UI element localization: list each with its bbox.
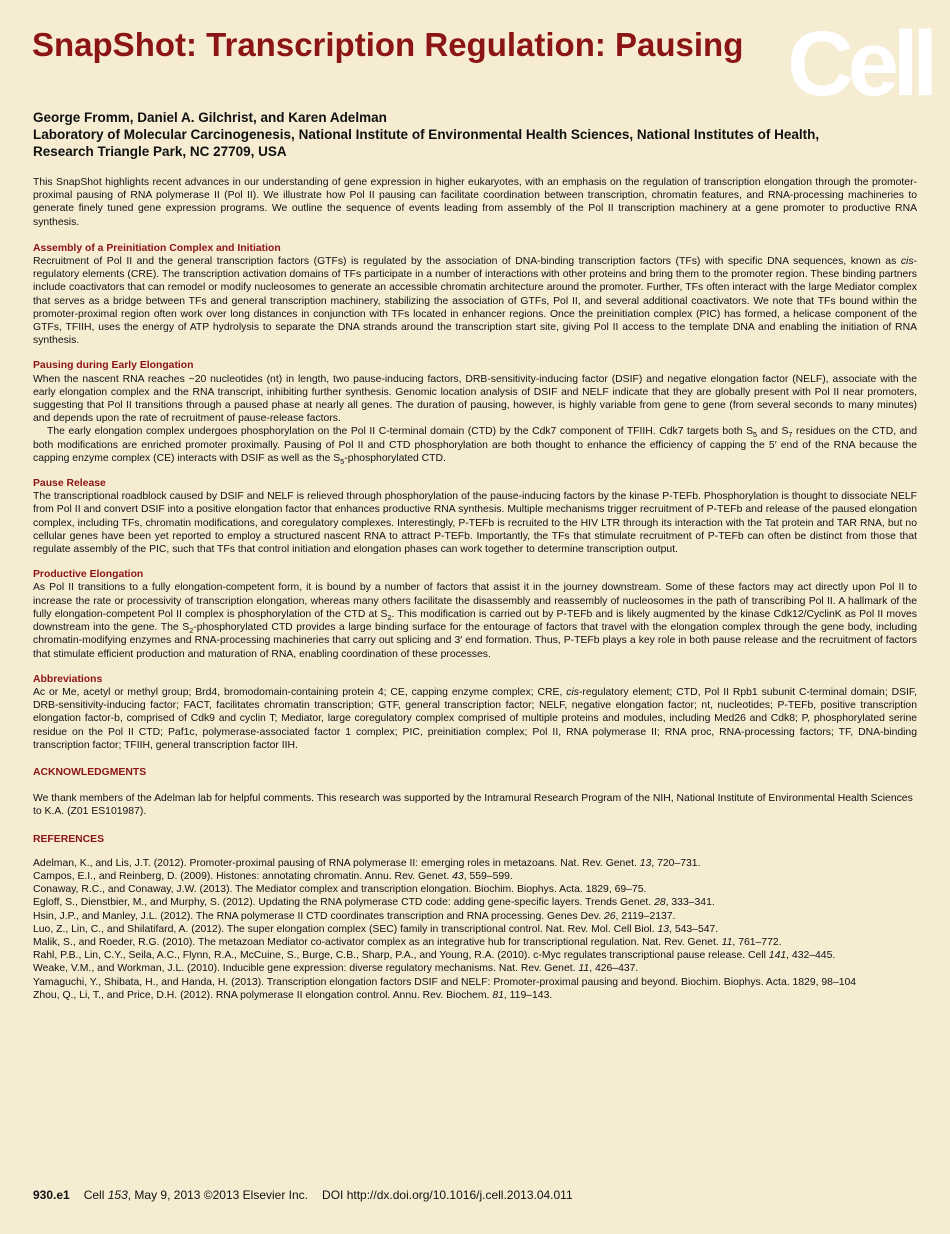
- journal-name: Cell: [83, 1188, 108, 1202]
- subscript: 5: [340, 456, 345, 466]
- reference-pages: , 119–143.: [503, 989, 553, 1001]
- reference-volume: 81: [492, 989, 504, 1001]
- release-paragraph: The transcriptional roadblock caused by DSIF and NELF is relieved through phosphorylation of the pause-inducing factors by the kinase P-TEFb. Phosphorylation is thought to dissociate NELF from Pol II and convert DSIF into a positive elongation factor that enhances productive RNA synthesis. Multiple mechanisms trigger recruitment of P-TEFb and release of the paused elongation complex, including TFs, chromatin modifications, and coregulatory complexes. Interestingly, P-TEFb is recruited to the HIV LTR through its interaction with the Tat protein and TAR RNA, but no cellular genes have been yet reported to employ a structured nascent RNA to attract P-TEFb. Importantly, the TFs that stimulate recruitment of P-TEFb can often be distinct from those that regulate assembly of the PIC, such that TFs that control initiation and elongation phases can work together to determine transcription output.: [33, 491, 917, 556]
- subscript: 2: [387, 612, 392, 622]
- text-run: The early elongation complex undergoes phosphorylation on the Pol II C-terminal domain (CTD) by the Cdk7 component of TFIIH. Cdk7 targets both S: [47, 426, 754, 438]
- reference-text: Conaway, R.C., and Conaway, J.W. (2013). The Mediator complex and transcription elongation. Biochim. Biophys. Acta. 1829, 69–75.: [33, 884, 647, 896]
- page-title: SnapShot: Transcription Regulation: Pausing: [32, 26, 744, 63]
- section-heading-pausing: Pausing during Early Elongation: [33, 360, 194, 372]
- text-run: -regulatory elements (CRE). The transcription activation domains of TFs participate in a number of interactions with other proteins and bring them to the promoter region. These binding partners include coactivators that can remodel or modify nucleosomes to generate an accessible chromatin architecture around the promoter. Further, TFs often interact with the large Mediator complex that serves as a bridge between TFs and general transcription machinery, stabilizing the association of GTFs, Pol II, and several additional coactivators. We note that TFs bound within the promoter-proximal region often work over long distances in conjunction with TFs located in enhancer regions. Once the preinitiation complex (PIC) has formed, a helicase component of the GTFs, TFIIH, uses the energy of ATP hydrolysis to separate the DNA strands around the transcription start site, giving Pol II access to the template DNA and enabling the initiation of RNA synthesis.: [33, 256, 917, 347]
- reference-pages: , 333–341.: [665, 897, 715, 909]
- cell-logo: Cell: [787, 13, 932, 115]
- reference-item: [33, 936, 917, 949]
- subscript: 5: [753, 430, 758, 440]
- reference-pages: , 761–772.: [732, 936, 782, 948]
- reference-text: Luo, Z., Lin, C., and Shilatifard, A. (2012). The super elongation complex (SEC) family in transcriptional control. Nat. Rev. Mol. Cell Biol.: [33, 923, 658, 935]
- abbreviations-paragraph: [33, 686, 917, 752]
- section-heading-assembly: Assembly of a Preinitiation Complex and Initiation: [33, 242, 281, 254]
- reference-pages: , 543–547.: [669, 923, 719, 935]
- text-run: . This modification is carried out by P-TEFb and is likely augmented by the kinase Cdk12/CyclinK as Pol II moves downstream into the gene. The S: [33, 608, 918, 634]
- publication-date: , May 9, 2013 ©2013 Elsevier Inc.: [127, 1188, 309, 1202]
- reference-pages: , 432–445.: [786, 950, 836, 962]
- doi-link[interactable]: DOI http://dx.doi.org/10.1016/j.cell.2013.04.011: [322, 1188, 573, 1202]
- reference-text: Yamaguchi, Y., Shibata, H., and Handa, H. (2013). Transcription elongation factors DSIF and NELF: Promoter-proximal pausing and beyond. Biochim. Biophys. Acta. 1829, 98–104: [33, 976, 857, 988]
- article-body: [33, 176, 917, 1002]
- assembly-paragraph: [33, 255, 917, 347]
- subscript: 2: [189, 626, 194, 636]
- journal-volume: 153: [107, 1188, 128, 1202]
- reference-item: [33, 857, 917, 870]
- reference-text: Hsin, J.P., and Manley, J.L. (2012). The RNA polymerase II CTD coordinates transcription and RNA processing. Genes Dev.: [33, 910, 604, 922]
- author-block: [33, 109, 913, 160]
- reference-item: [33, 949, 917, 962]
- page-number: 930.e1: [33, 1188, 70, 1202]
- reference-text: Zhou, Q., Li, T., and Price, D.H. (2012). RNA polymerase II elongation control. Annu. Rev. Biochem.: [33, 989, 493, 1001]
- reference-pages: , 559–599.: [463, 870, 513, 882]
- reference-text: Egloff, S., Dienstbier, M., and Murphy, S. (2012). Updating the RNA polymerase CTD code: adding gene-specific layers. Trends Genet.: [33, 897, 655, 909]
- reference-item: [33, 870, 917, 883]
- productive-paragraph: [33, 581, 917, 660]
- reference-item: [33, 896, 917, 909]
- reference-list: [33, 857, 917, 1002]
- reference-volume: 26: [603, 910, 616, 922]
- text-run: -phosphorylated CTD.: [344, 452, 446, 464]
- reference-pages: , 720–731.: [651, 857, 701, 869]
- reference-text: Rahl, P.B., Lin, C.Y., Seila, A.C., Flynn, R.A., McCuine, S., Burge, C.B., Sharp, P.A., and Young, R.A. (2010). c-Myc regulates transcriptional pause release. Cell: [33, 950, 769, 962]
- text-run: and S: [757, 426, 789, 438]
- intro-paragraph: This SnapShot highlights recent advances in our understanding of gene expression in higher eukaryotes, with an emphasis on the regulation of transcription elongation through the promoter-proximal pausing of RNA polymerase II (Pol II). We illustrate how Pol II pausing can facilitate coordination between transcription, chromatin features, and RNA-processing machineries to generate finely tuned gene expression programs. We outline the sequence of events leading from assembly of the Pol II transcription machinery at a gene promoter to productive RNA synthesis.: [33, 177, 917, 228]
- reference-volume: 28: [654, 897, 666, 909]
- reference-text: Weake, V.M., and Workman, J.L. (2010). Inducible gene expression: diverse regulatory mechanisms. Nat. Rev. Genet.: [33, 963, 579, 975]
- pausing-paragraph-2: [33, 425, 917, 465]
- section-heading-release: Pause Release: [33, 478, 106, 490]
- reference-text: Malik, S., and Roeder, R.G. (2010). The metazoan Mediator co-activator complex as an integrative hub for transcriptional regulation. Nat. Rev. Genet.: [33, 936, 722, 948]
- references-heading: REFERENCES: [33, 833, 105, 845]
- text-run: Ac or Me, acetyl or methyl group; Brd4, bromodomain-containing protein 4; CE, capping enzyme complex; CRE,: [33, 686, 567, 698]
- reference-volume: 11: [721, 936, 733, 948]
- reference-text: Adelman, K., and Lis, J.T. (2012). Promoter-proximal pausing of RNA polymerase II: emerging roles in metazoans. Nat. Rev. Genet.: [33, 857, 640, 869]
- subscript: 7: [788, 430, 793, 440]
- affiliation-line-2: Research Triangle Park, NC 27709, USA: [33, 144, 287, 159]
- reference-volume: 13: [657, 923, 670, 935]
- affiliation-line-1: Laboratory of Molecular Carcinogenesis, National Institute of Environmental Health Sciences, National Institutes of Health,: [33, 127, 820, 142]
- authors: George Fromm, Daniel A. Gilchrist, and Karen Adelman: [33, 110, 387, 125]
- text-run: -regulatory element; CTD, Pol II Rpb1 subunit C-terminal domain; DSIF, DRB-sensitivity-inducing factor; FACT, facilitates chromatin transcription; GTF, general transcription factor; NELF, negative elongation factor; nt, nucleotides; P-TEFb, positive transcription elongation factor-b, comprised of Cdk9 and cyclin T; Mediator, large coregulatory complex comprised of multiple proteins and modules, including Med26 and Cdk8; P, phosphorylated serine residue on the Pol II CTD; Paf1c, polymerase-associated factor 1 complex; PIC, preinitiation complex; Pol II, RNA polymerase II; RNA proc, RNA-processing factors; TF, DNA-binding transcription factor; TFIIH, general transcription factor IIH.: [33, 686, 917, 751]
- reference-pages: , 426–437.: [589, 963, 639, 975]
- reference-item: [33, 923, 917, 936]
- pausing-paragraph-1: When the nascent RNA reaches ~20 nucleotides (nt) in length, two pause-inducing factors, DRB-sensitivity-inducing factor (DSIF) and negative elongation factor (NELF), associate with the early elongation complex and the RNA transcript, inhibiting further synthesis. Genomic location analysis of DSIF and NELF indicate that they are globally present with Pol II near promoters, suggesting that Pol II transitions through a paused phase at nearly all genes. The duration of pausing, however, is highly variable from gene to gene (from several seconds to many minutes) and depends upon the rate of recruitment of pause-release factors.: [33, 373, 917, 425]
- acknowledgments-heading: ACKNOWLEDGMENTS: [33, 766, 147, 778]
- reference-item: [33, 883, 917, 896]
- section-heading-productive: Productive Elongation: [33, 569, 144, 581]
- reference-text: Campos, E.I., and Reinberg, D. (2009). Histones: annotating chromatin. Annu. Rev. Genet.: [33, 870, 453, 882]
- reference-item: [33, 910, 917, 923]
- text-run: Recruitment of Pol II and the general transcription factors (GTFs) is regulated by the association of DNA-binding transcription factors (TFs) with specific DNA sequences, known as: [33, 256, 901, 268]
- italic-run: cis: [566, 686, 579, 698]
- text-run: -phosphorylated CTD provides a large binding surface for the entourage of factors that travel with the elongation complex through the gene body, including chromatin-modifying enzymes and RNA-processing machineries that carry out splicing and 3′ end formation. Thus, P-TEFb plays a key role in both pause release and the recruitment of factors that stimulate efficient production and maturation of RNA, enabling coordination of these processes.: [33, 622, 917, 660]
- text-run: residues on the CTD, and both modifications are enriched promoter proximally. Pausing of Pol II and CTD phosphorylation are both thought to enhance the efficiency of capping the 5′ end of the RNA because the capping enzyme complex (CE) interacts with DSIF as well as the S: [33, 426, 917, 464]
- text-run: As Pol II transitions to a fully elongation-competent form, it is bound by a number of factors that assist it in the journey downstream. Some of these factors may act directly upon Pol II to increase the rate or processivity of transcription elongation, whereas many others facilitate the disassembly and reassembly of nucleosomes in the path of transcribing Pol II. A hallmark of the fully elongation-competent Pol II complex is phosphorylation of the CTD at S: [33, 582, 917, 620]
- section-heading-abbreviations: Abbreviations: [33, 673, 103, 685]
- reference-volume: 13: [639, 857, 652, 869]
- reference-volume: 141: [768, 950, 787, 962]
- reference-item: [33, 962, 917, 975]
- italic-run: cis: [900, 256, 914, 268]
- reference-item: [33, 989, 917, 1002]
- reference-volume: 43: [452, 870, 464, 882]
- acknowledgments-text: We thank members of the Adelman lab for helpful comments. This research was supported by the Intramural Research Program of the NIH, National Institute of Environmental Health Sciences to K.A. (Z01 ES101987).: [33, 793, 913, 818]
- page-footer: [33, 1188, 573, 1202]
- reference-volume: 11: [578, 963, 590, 975]
- reference-item: [33, 976, 917, 989]
- reference-pages: , 2119–2137.: [615, 910, 676, 922]
